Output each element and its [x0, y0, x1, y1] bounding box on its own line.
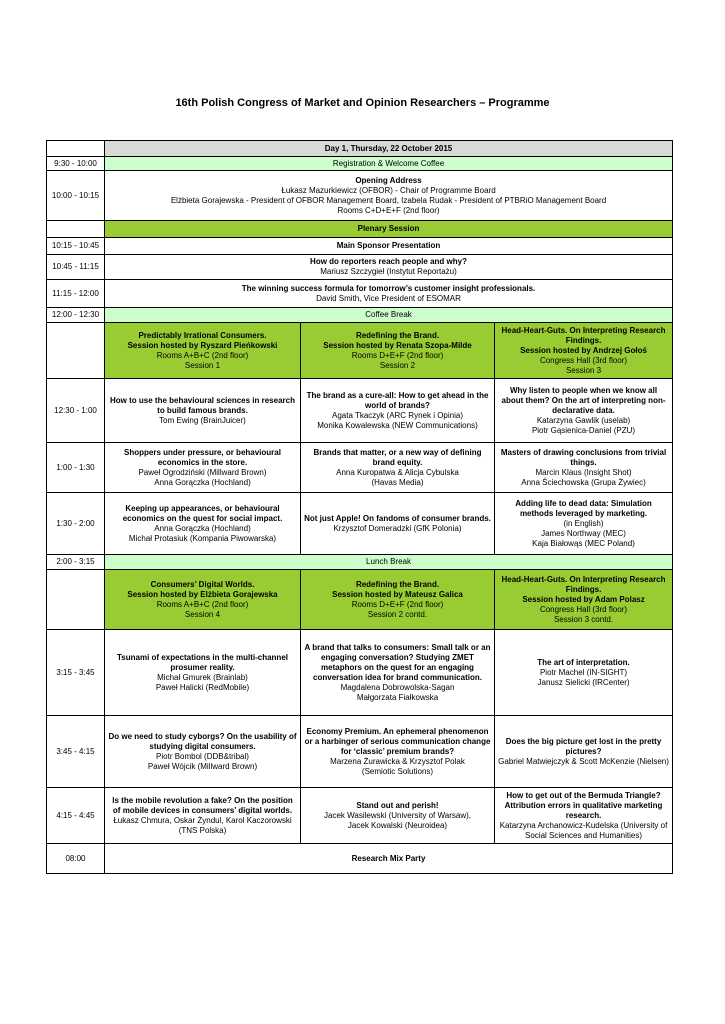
talk-cell: The winning success formula for tomorrow’s customer insight professionals. David Smith, Vice President of ESOMAR: [105, 280, 673, 308]
plenary-session-header: Plenary Session: [105, 221, 673, 238]
talk-title: Session hosted by Andrzej Gołoś: [520, 345, 647, 355]
speaker-line: Katarzyna Gawlik (uselab): [536, 415, 631, 425]
speaker-line: Małgorzata Fiałkowska: [356, 692, 439, 702]
page-title: 16th Polish Congress of Market and Opinion Researchers – Programme: [175, 97, 550, 109]
talk-cell: [105, 493, 301, 555]
talk-title: Economy Premium. An ephemeral phenomenon or a harbinger of serious communication change for ‘classic’ premium brands?: [304, 726, 491, 756]
talk-title: Keeping up appearances, or behavioural economics on the quest for social impact.: [122, 503, 283, 523]
talk-title: Adding life to dead data: Simulation methods leveraged by marketing.: [515, 498, 652, 518]
opening-line: Łukasz Mazurkiewicz (OFBOR) - Chair of Programme Board: [281, 185, 496, 195]
talk-cell: [495, 379, 673, 443]
talk-cell: [495, 788, 673, 844]
time-cell: 3:45 - 4:15: [47, 716, 105, 788]
speaker-line: (Havas Media): [371, 477, 424, 487]
talk-title: Session hosted by Renata Szopa-Milde: [323, 340, 472, 350]
coffee-break-row: Coffee Break: [105, 308, 673, 323]
time-cell: 3:15 - 3:45: [47, 630, 105, 716]
opening-address: [105, 171, 673, 221]
speaker-line: (in English): [563, 518, 604, 528]
speaker-line: Piotr Gąsienica-Daniel (PZU): [531, 425, 636, 435]
talk-title: Why listen to people when we know all about them? On the art of interpreting non-declarative data.: [501, 385, 666, 415]
speaker-line: Piotr Machel (IN-SIGHT): [539, 667, 628, 677]
speaker-line: Krzysztof Domeradzki (GfK Polonia): [333, 523, 462, 533]
speaker-line: Tom Ewing (BrainJuicer): [159, 415, 246, 425]
time-cell: 12:30 - 1:00: [47, 379, 105, 443]
talk-cell: [105, 443, 301, 493]
time-cell: 10:45 - 11:15: [47, 255, 105, 280]
speaker-line: Session 1: [184, 360, 221, 370]
talk-cell: [495, 716, 673, 788]
talk-title: Head-Heart-Guts. On Interpreting Research Findings.: [501, 574, 666, 594]
talk-cell: [495, 493, 673, 555]
talk-title: Head-Heart-Guts. On Interpreting Research Findings.: [501, 325, 666, 345]
speaker-line: Katarzyna Archanowicz-Kudelska (University of Social Sciences and Humanities): [499, 820, 668, 840]
talk-title: A brand that talks to consumers: Small talk or an engaging conversation? Studying ZMET metaphors on the quest for an engaging conversation idea for brand communication.: [304, 642, 491, 682]
talk-title: The art of interpretation.: [537, 657, 630, 667]
speaker-line: Marzena Żurawicka & Krzysztof Polak: [330, 756, 465, 766]
talk-title: Redefining the Brand.: [355, 330, 440, 340]
speaker-line: Session 4: [184, 609, 221, 619]
talk-cell: [105, 716, 301, 788]
talk-title: Does the big picture get lost in the pretty pictures?: [505, 736, 662, 756]
speaker-line: (TNS Polska): [178, 825, 227, 835]
talk-title: Consumers’ Digital Worlds.: [150, 579, 255, 589]
talk-cell: How do reporters reach people and why? Mariusz Szczygieł (Instytut Reportażu): [105, 255, 673, 280]
talk-cell: [301, 630, 495, 716]
day-header: Day 1, Thursday, 22 October 2015: [105, 141, 673, 157]
talk-title: Shoppers under pressure, or behavioural economics in the store.: [124, 447, 281, 467]
talk-title: Brands that matter, or a new way of defining brand equity.: [313, 447, 482, 467]
talk-title: Session hosted by Adam Polasz: [522, 594, 645, 604]
speaker-line: Rooms D+E+F (2nd floor): [351, 599, 444, 609]
session-header: [105, 323, 301, 379]
talk-cell: [301, 788, 495, 844]
speaker-line: Congress Hall (3rd floor): [539, 604, 628, 614]
research-mix-party: Research Mix Party: [105, 844, 673, 874]
session-header: [495, 323, 673, 379]
talk-cell: [301, 379, 495, 443]
speaker-line: Monika Kowalewska (NEW Communications): [317, 420, 478, 430]
speaker-line: Session 2 contd.: [367, 609, 428, 619]
speaker-line: Rooms A+B+C (2nd floor): [156, 350, 249, 360]
speaker-line: Paweł Ogrodziński (Millward Brown): [138, 467, 267, 477]
opening-line: Rooms C+D+E+F (2nd floor): [337, 205, 440, 215]
speaker-line: Session 3 contd.: [553, 614, 614, 624]
opening-line: Elżbieta Gorajewska - President of OFBOR Management Board, Izabela Rudak - President of PTBRiO Management Board: [170, 195, 607, 205]
time-cell: 10:00 - 10:15: [47, 171, 105, 221]
speaker-line: Łukasz Chmura, Oskar Żyndul, Karol Kaczorowski: [113, 815, 292, 825]
speaker-line: Anna Ściechowska (Grupa Żywiec): [521, 477, 646, 487]
speaker-line: Session 2: [379, 360, 416, 370]
talk-title: Stand out and perish!: [356, 800, 439, 810]
empty-cell: [47, 221, 105, 238]
talk-cell: [301, 493, 495, 555]
time-cell: 4:15 - 4:45: [47, 788, 105, 844]
time-cell: 11:15 - 12:00: [47, 280, 105, 308]
session-header: [301, 323, 495, 379]
talk-title: Not just Apple! On fandoms of consumer brands.: [304, 513, 491, 523]
speaker-line: Jacek Kowalski (Neuroidea): [347, 820, 448, 830]
session-header: [495, 570, 673, 630]
talk-cell: [105, 379, 301, 443]
speaker-line: Agata Tkaczyk (ARC Rynek i Opinia): [331, 410, 463, 420]
talk-cell: [301, 443, 495, 493]
session-header: [301, 570, 495, 630]
time-cell: 08:00: [47, 844, 105, 874]
talk-title: Is the mobile revolution a fake? On the position of mobile devices in consumers’ digital worlds.: [112, 795, 293, 815]
talk-title: The brand as a cure-all: How to get ahead in the world of brands?: [306, 390, 489, 410]
talk-title: Session hosted by Ryszard Pieńkowski: [127, 340, 278, 350]
session-header: [105, 570, 301, 630]
speaker-line: Kaja Białowąs (MEC Poland): [532, 538, 635, 548]
talk-title: Tsunami of expectations in the multi-channel prosumer reality.: [117, 652, 288, 672]
speaker-line: Gabriel Matwiejczyk & Scott McKenzie (Nielsen): [498, 756, 669, 766]
talk-title: Masters of drawing conclusions from trivial things.: [500, 447, 667, 467]
time-cell: 1:30 - 2:00: [47, 493, 105, 555]
talk-title: Redefining the Brand.: [355, 579, 440, 589]
talk-cell: [495, 630, 673, 716]
speaker-line: Jacek Wasilewski (University of Warsaw),: [324, 810, 471, 820]
speaker-line: James Northway (MEC): [541, 528, 626, 538]
sponsor-row: Main Sponsor Presentation: [105, 238, 673, 255]
empty-cell: [47, 323, 105, 379]
speaker-line: Anna Kuropatwa & Alicja Cybulska: [336, 467, 459, 477]
speaker-line: Michał Protasiuk (Kompania Piwowarska): [128, 533, 277, 543]
speaker-line: Paweł Halicki (RedMobile): [155, 682, 250, 692]
talk-title: Session hosted by Elżbieta Gorajewska: [127, 589, 278, 599]
talk-cell: [301, 716, 495, 788]
time-cell: 12:00 - 12:30: [47, 308, 105, 323]
talk-cell: [105, 788, 301, 844]
opening-title: Opening Address: [355, 175, 422, 185]
talk-cell: [105, 630, 301, 716]
speaker-line: Magdalena Dobrowolska-Sagan: [340, 682, 455, 692]
talk-title: How to get out of the Bermuda Triangle? Attribution errors in qualitative marketing research.: [504, 790, 663, 820]
talk-title: How to use the behavioural sciences in research to build famous brands.: [110, 395, 295, 415]
speaker-line: Piotr Bombol (DDB&tribal): [156, 751, 249, 761]
talk-cell: [495, 443, 673, 493]
time-cell: 10:15 - 10:45: [47, 238, 105, 255]
talk-title: Do we need to study cyborgs? On the usability of studying digital consumers.: [108, 731, 297, 751]
speaker-line: Anna Gorączka (Hochland): [154, 523, 251, 533]
lunch-break-row: Lunch Break: [105, 555, 673, 570]
empty-cell: [47, 570, 105, 630]
empty-corner: [47, 141, 105, 157]
programme-table: [46, 140, 673, 874]
speaker-line: Rooms A+B+C (2nd floor): [156, 599, 249, 609]
talk-title: Session hosted by Mateusz Galica: [332, 589, 463, 599]
speaker-line: (Semiotic Solutions): [361, 766, 434, 776]
time-cell: 9:30 - 10:00: [47, 157, 105, 171]
speaker-line: Anna Gorączka (Hochland): [154, 477, 251, 487]
time-cell: 1:00 - 1:30: [47, 443, 105, 493]
speaker-line: Session 3: [565, 365, 602, 375]
talk-title: Predictably Irrational Consumers.: [138, 330, 267, 340]
speaker-line: Congress Hall (3rd floor): [539, 355, 628, 365]
speaker-line: Paweł Wójcik (Millward Brown): [147, 761, 258, 771]
speaker-line: Michał Gmurek (Brainlab): [157, 672, 248, 682]
speaker-line: Janusz Sielicki (IRCenter): [537, 677, 630, 687]
speaker-line: Marcin Klaus (Insight Shot): [535, 467, 632, 477]
time-cell: 2:00 - 3:15: [47, 555, 105, 570]
speaker-line: Rooms D+E+F (2nd floor): [351, 350, 444, 360]
registration-row: Registration & Welcome Coffee: [105, 157, 673, 171]
